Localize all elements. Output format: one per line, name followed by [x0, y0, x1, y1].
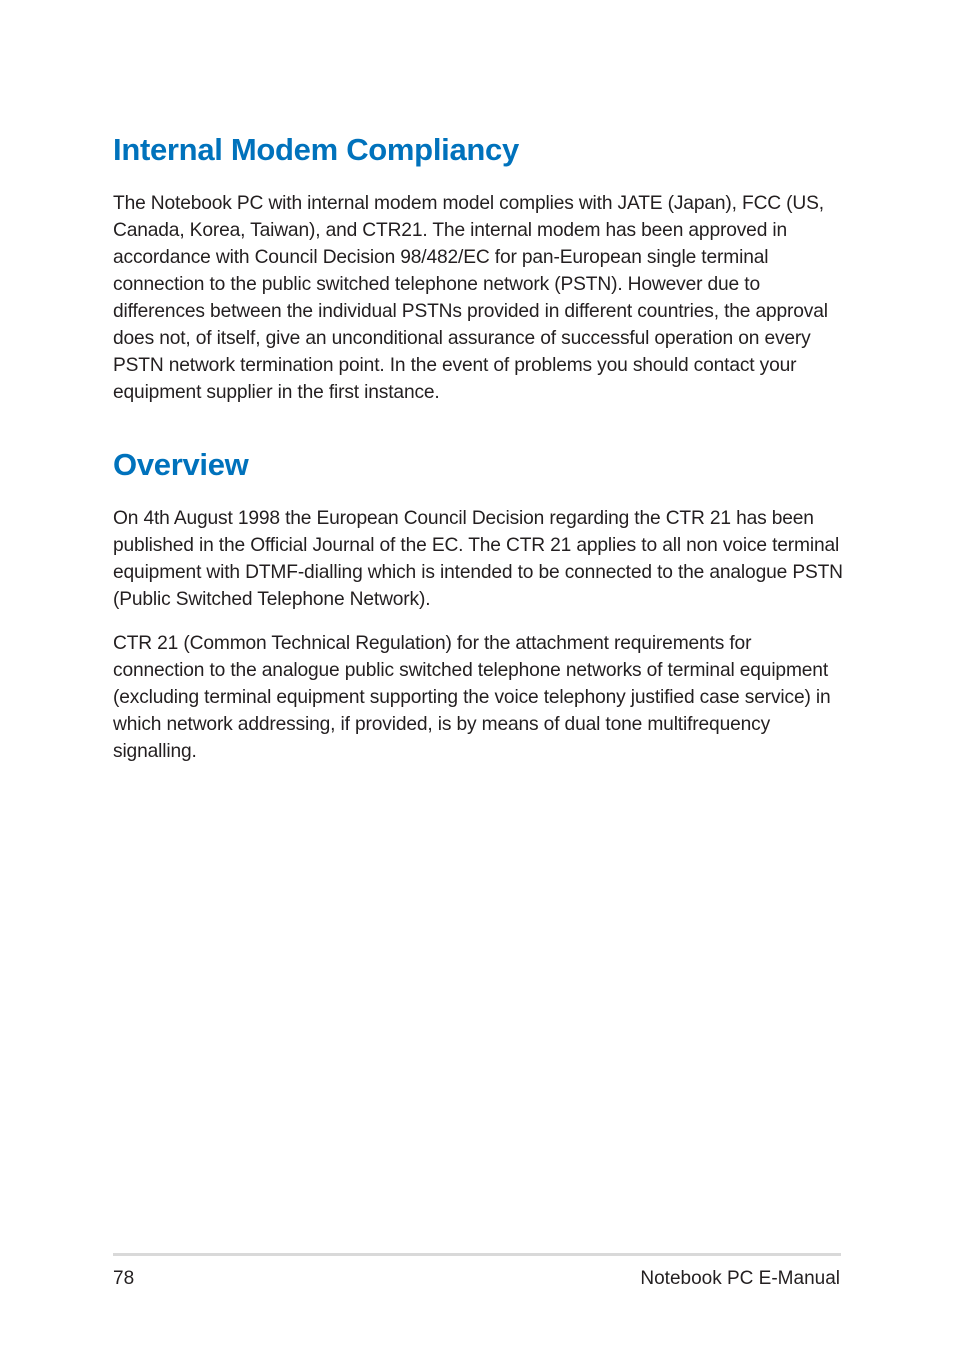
- footer-document-title: Notebook PC E-Manual: [640, 1268, 840, 1289]
- section-title-internal-modem-compliancy: Internal Modem Compliancy: [113, 132, 519, 167]
- footer-page-number: 78: [113, 1268, 135, 1289]
- section-title-overview: Overview: [113, 447, 249, 482]
- footer-divider: [113, 1253, 841, 1256]
- section-paragraph-ctr21-decision: On 4th August 1998 the European Council Decision regarding the CTR 21 has been published in the Official Journal of the EC. The CTR 21 applies to all non voice terminal equipment with DTMF-dialling which is intended to be connected to the analogue PSTN (Public Switched Telephone Network).: [113, 508, 843, 610]
- page-content: [113, 128, 843, 765]
- section-paragraph-modem-compliancy: The Notebook PC with internal modem model complies with JATE (Japan), FCC (US, Canada, Korea, Taiwan), and CTR21. The internal modem has been approved in accordance with Council Decision 98/482/EC for pan-European single terminal connection to the public switched telephone network (PSTN). However due to differences between the individual PSTNs provided in different countries, the approval does not, of itself, give an unconditional assurance of successful operation on every PSTN network termination point. In the event of problems you should contact your equipment supplier in the first instance.: [113, 193, 828, 403]
- section-paragraph-ctr21-definition: CTR 21 (Common Technical Regulation) for the attachment requirements for connection to the analogue public switched telephone networks of terminal equipment (excluding terminal equipment supporting the voice telephony justified case service) in which network addressing, if provided, is by means of dual tone multifrequency signalling.: [113, 633, 831, 762]
